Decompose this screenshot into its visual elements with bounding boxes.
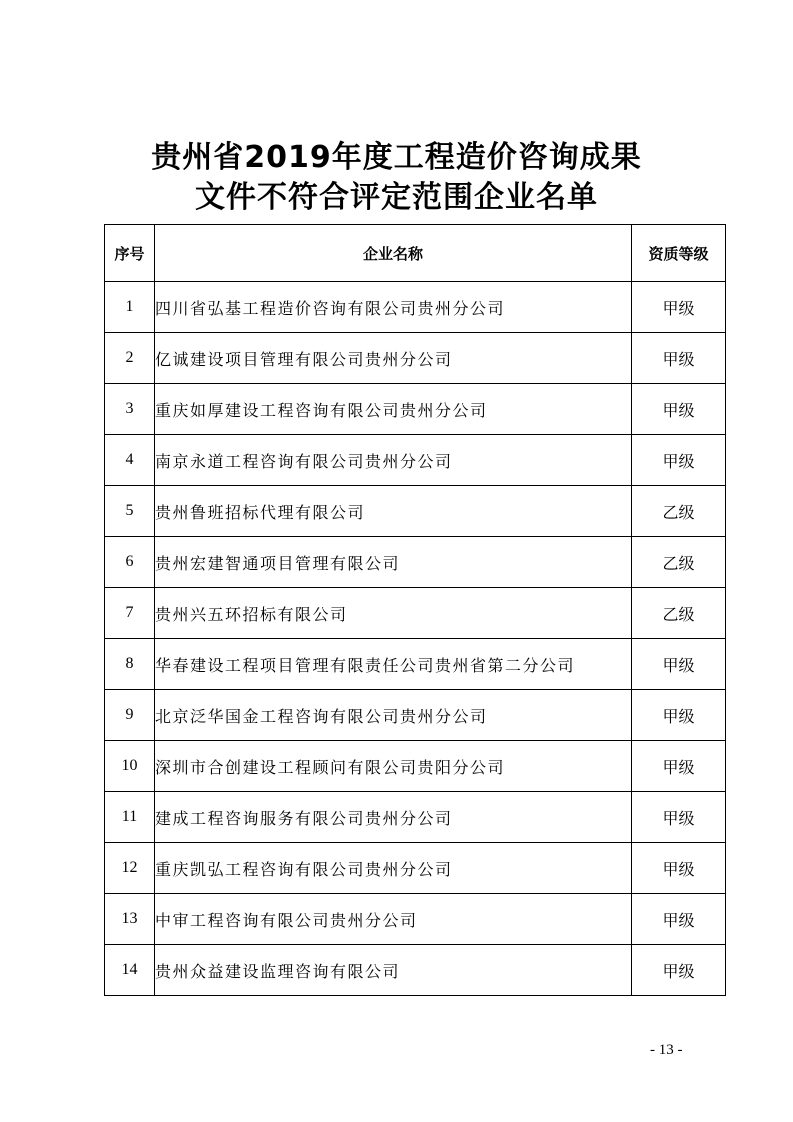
table-row (105, 792, 726, 843)
serial-number-cell: 7 (105, 588, 155, 639)
company-list-table (104, 224, 726, 996)
serial-number-cell: 11 (105, 792, 155, 843)
company-name-cell: 重庆如厚建设工程咨询有限公司贵州分公司 (155, 384, 632, 435)
table-row (105, 690, 726, 741)
header-qualification-grade: 资质等级 (632, 225, 726, 282)
serial-number-cell: 4 (105, 435, 155, 486)
qualification-grade-cell: 乙级 (632, 537, 726, 588)
company-name-cell: 南京永道工程咨询有限公司贵州分公司 (155, 435, 632, 486)
serial-number-cell: 2 (105, 333, 155, 384)
serial-number-cell: 1 (105, 282, 155, 333)
company-name-cell: 华春建设工程项目管理有限责任公司贵州省第二分公司 (155, 639, 632, 690)
company-name-cell: 贵州兴五环招标有限公司 (155, 588, 632, 639)
company-name-cell: 四川省弘基工程造价咨询有限公司贵州分公司 (155, 282, 632, 333)
table-row (105, 741, 726, 792)
table-row (105, 639, 726, 690)
serial-number-cell: 8 (105, 639, 155, 690)
table-row (105, 537, 726, 588)
document-title-line-1: 贵州省2019年度工程造价咨询成果 (151, 140, 642, 175)
serial-number-cell: 12 (105, 843, 155, 894)
table-row (105, 588, 726, 639)
company-name-cell: 亿诚建设项目管理有限公司贵州分公司 (155, 333, 632, 384)
serial-number-cell: 3 (105, 384, 155, 435)
table-row (105, 894, 726, 945)
table-row (105, 945, 726, 996)
qualification-grade-cell: 甲级 (632, 690, 726, 741)
header-serial-number: 序号 (105, 225, 155, 282)
qualification-grade-cell: 甲级 (632, 894, 726, 945)
company-name-cell: 贵州众益建设监理咨询有限公司 (155, 945, 632, 996)
serial-number-cell: 10 (105, 741, 155, 792)
table-row (105, 282, 726, 333)
header-company-name: 企业名称 (155, 225, 632, 282)
qualification-grade-cell: 乙级 (632, 588, 726, 639)
serial-number-cell: 14 (105, 945, 155, 996)
qualification-grade-cell: 甲级 (632, 792, 726, 843)
serial-number-cell: 5 (105, 486, 155, 537)
qualification-grade-cell: 甲级 (632, 945, 726, 996)
table-header-row (105, 225, 726, 282)
table-row (105, 333, 726, 384)
table-row (105, 435, 726, 486)
serial-number-cell: 9 (105, 690, 155, 741)
company-name-cell: 建成工程咨询服务有限公司贵州分公司 (155, 792, 632, 843)
table-row (105, 843, 726, 894)
qualification-grade-cell: 甲级 (632, 843, 726, 894)
qualification-grade-cell: 甲级 (632, 333, 726, 384)
qualification-grade-cell: 甲级 (632, 384, 726, 435)
qualification-grade-cell: 乙级 (632, 486, 726, 537)
qualification-grade-cell: 甲级 (632, 435, 726, 486)
table-row (105, 384, 726, 435)
qualification-grade-cell: 甲级 (632, 282, 726, 333)
qualification-grade-cell: 甲级 (632, 741, 726, 792)
serial-number-cell: 13 (105, 894, 155, 945)
company-name-cell: 贵州宏建智通项目管理有限公司 (155, 537, 632, 588)
company-name-cell: 深圳市合创建设工程顾问有限公司贵阳分公司 (155, 741, 632, 792)
company-name-cell: 重庆凯弘工程咨询有限公司贵州分公司 (155, 843, 632, 894)
company-name-cell: 贵州鲁班招标代理有限公司 (155, 486, 632, 537)
serial-number-cell: 6 (105, 537, 155, 588)
document-title-line-2: 文件不符合评定范围企业名单 (195, 180, 598, 215)
page-number: - 13 - (650, 1042, 683, 1058)
company-name-cell: 北京泛华国金工程咨询有限公司贵州分公司 (155, 690, 632, 741)
qualification-grade-cell: 甲级 (632, 639, 726, 690)
table-row (105, 486, 726, 537)
company-name-cell: 中审工程咨询有限公司贵州分公司 (155, 894, 632, 945)
